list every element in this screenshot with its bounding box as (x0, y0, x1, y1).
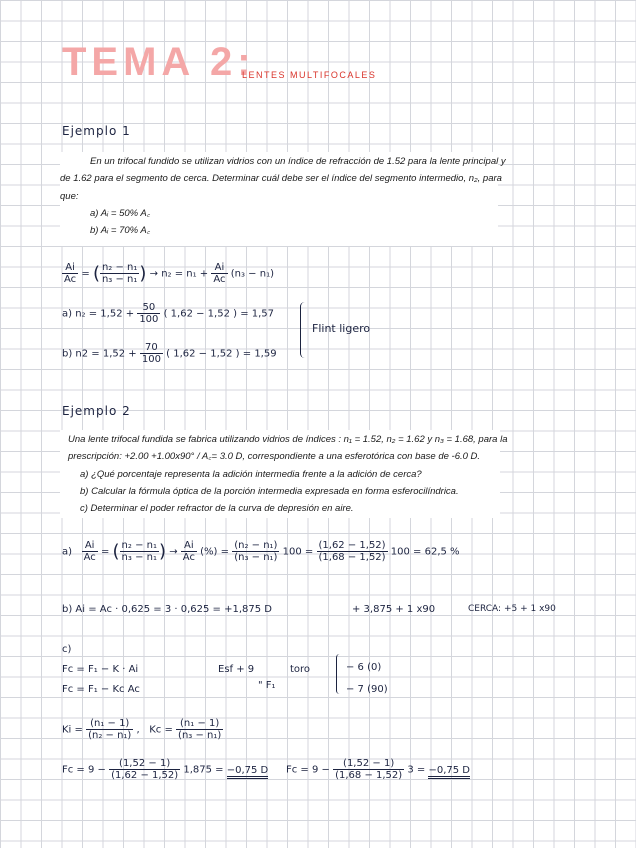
toro-label: toro (290, 664, 311, 675)
ejemplo2-answer-c-label: c) (62, 644, 72, 655)
fc-formula-1: Fc = F₁ − K · Ai (62, 664, 139, 675)
ejemplo1-statement-box (60, 152, 506, 246)
ejemplo2-answer-b-formula: + 3,875 + 1 x90 (352, 604, 436, 615)
ejemplo1-line1: En un trifocal fundido se utilizan vidrios con un índice de refracción de 1.52 para la lente principal y (90, 156, 506, 167)
final-calc-1: Fc = 9 − $\frac{(1,52 - 1)}{(1,62 - 1,52)}$ 1,875 = −0,75 D (62, 758, 269, 781)
ki-kc-formulas: Ki = $\frac{\text{(n₁ − 1)}}{\text{(n₂ − n₁)}}$ , Kc = $\frac{\text{(n₁ − 1)}}{\text{(n₃ − n₁)}}$ (62, 718, 222, 741)
esf-label: Esf + 9 (218, 664, 255, 675)
ejemplo2-question-c: c) Determinar el poder refractor de la curva de depresión en aire. (80, 503, 354, 515)
ejemplo1-option-b: b) Aᵢ = 70% A꜀ (90, 225, 151, 237)
ejemplo1-line3: que: (60, 190, 79, 202)
final-calc-2: Fc = 9 − $\frac{(1,52 - 1)}{(1,68 - 1,52)}$ 3 = −0,75 D (286, 758, 470, 781)
formula-frac-ai-ac: $\frac{Ai}{Ac}$ (64, 262, 77, 285)
formula-frac-n: $\frac{\text{n₂ − n₁}}{\text{n₃ − n₁}}$ (101, 262, 138, 285)
ejemplo2-line1: Una lente trifocal fundida se fabrica utilizando vidrios de índices : n₁ = 1.52, n₂ = 1.62 y n₃ = 1.68, para la (68, 434, 508, 445)
toro-top: − 6 (0) (346, 662, 382, 673)
f1-label: " F₁ (258, 680, 276, 691)
ejemplo1-formula: $\frac{Ai}{Ac}$ = ( $\frac{\text{n₂ − n₁}}{\text{n₃ − n₁}}$ ) → n₂ = n₁ + $\frac{Ai}{Ac}$ (n₃ − n₁) (64, 262, 274, 285)
ejemplo2-answer-a: a) $\frac{Ai}{Ac}$ = ( $\frac{\text{n₂ − n₁}}{\text{n₃ − n₁}}$ ) → $\frac{Ai}{Ac}$ (%) = $\frac{\text{(n₂ − n₁)}}{\text{(n₃ − n₁)}}$ 100 = $\frac{(1,62 - 1,52)}{(1,68 - 1,52)}$ 100 = 62,5 % (62, 540, 460, 563)
ejemplo1-option-a: a) Aᵢ = 50% A꜀ (90, 207, 151, 219)
final-result-1: −0,75 D (227, 765, 269, 779)
ejemplo2-question-a: a) ¿Qué porcentaje representa la adición intermedia frente a la adición de cerca? (80, 468, 422, 480)
ejemplo2-statement-box (60, 430, 508, 518)
ejemplo2-question-b: b) Calcular la fórmula óptica de la porción intermedia expresada en forma esferocilíndrica. (80, 485, 459, 497)
bracket-note: Flint ligero (312, 322, 371, 335)
ejemplo2-heading: Ejemplo 2 (62, 404, 131, 418)
page-title: TEMA 2: (62, 40, 256, 84)
ejemplo2-answer-b-cerca: CERCA: +5 + 1 x90 (468, 604, 556, 614)
ejemplo1-heading: Ejemplo 1 (62, 124, 131, 138)
page-subtitle: LENTES MULTIFOCALES (242, 70, 377, 80)
ejemplo2-line2: prescripción: +2.00 +1.00x90° / A꜀= 3.0 D, correspondiente a una esferotórica con base de -6.0 D. (68, 451, 481, 463)
toro-bracket (336, 654, 343, 694)
fc-formula-2: Fc = F₁ − Kc Ac (62, 684, 140, 695)
ejemplo1-answer-a: a) n₂ = 1,52 + $\frac{50}{100}$ ( 1,62 − 1,52 ) = 1,57 (62, 302, 275, 325)
ejemplo2-answer-b: b) Ai = Ac · 0,625 = 3 · 0,625 = +1,875 D (62, 604, 272, 615)
toro-bottom: − 7 (90) (346, 684, 388, 695)
ejemplo1-line2: de 1.62 para el segmento de cerca. Determinar cuál debe ser el índice del segmento intermedio, n₂, para (60, 173, 502, 185)
answer-bracket (300, 302, 309, 358)
ejemplo1-answer-b: b) n2 = 1,52 + $\frac{70}{100}$ ( 1,62 − 1,52 ) = 1,59 (62, 342, 277, 365)
final-result-2: −0,75 D (428, 765, 470, 779)
